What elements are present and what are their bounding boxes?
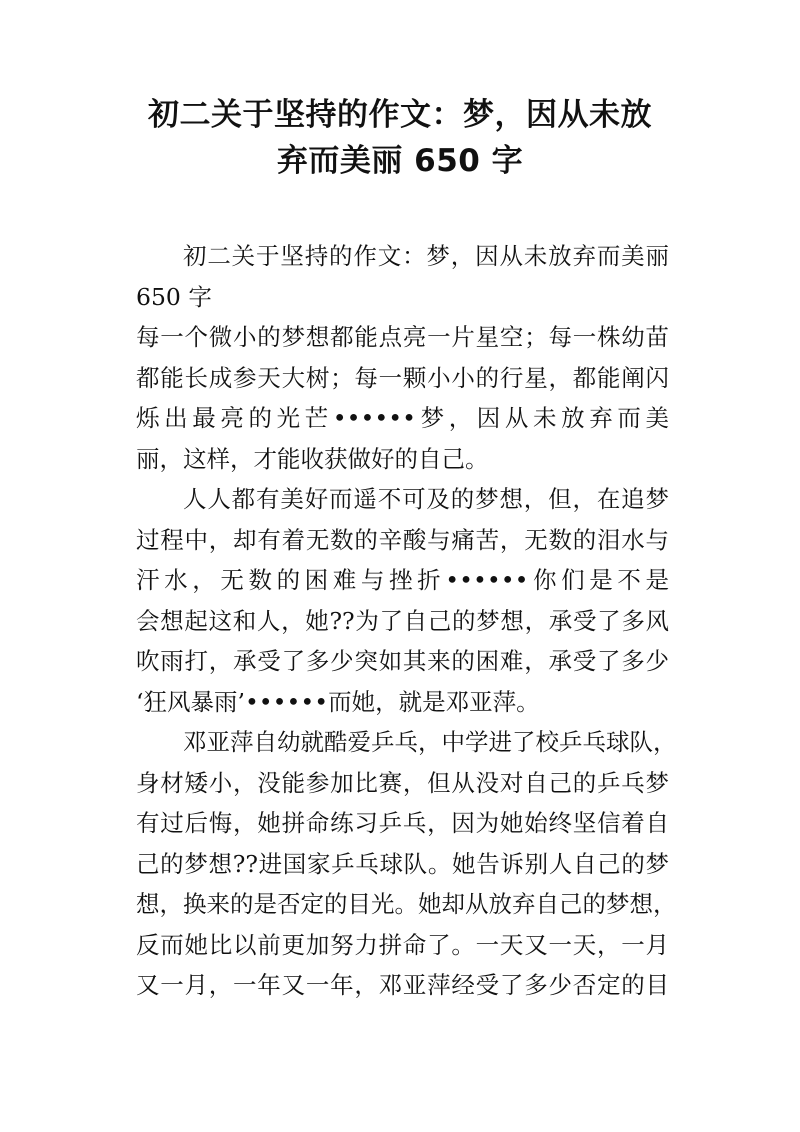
body-line: 吹雨打，承受了多少突如其来的困难，承受了多少 [136, 647, 669, 675]
body-line: 己的梦想??进国家乒乓球队。她告诉别人自己的梦 [136, 849, 669, 878]
body-line: 反而她比以前更加努力拼命了。一天又一天，一月 [136, 930, 669, 959]
body-line: 会想起这和人，她??为了自己的梦想，承受了多风 [136, 606, 669, 635]
title-line-1: 初二关于坚持的作文：梦，因从未放 [148, 97, 652, 133]
body-line: ‘狂风暴雨’••••••而她，就是邓亚萍。 [136, 687, 540, 716]
body-line: 丽，这样，才能收获做好的自己。 [136, 444, 489, 473]
title-line-2: 弃而美丽 650 字 [276, 143, 524, 179]
body-line: 汗水，无数的困难与挫折••••••你们是不是 [136, 566, 669, 594]
body-line: 每一个微小的梦想都能点亮一片星空；每一株幼苗 [136, 323, 669, 351]
body-line: 过程中，却有着无数的辛酸与痛苦，无数的泪水与 [136, 525, 669, 554]
document-title [60, 92, 740, 184]
body-line: 想，换来的是否定的目光。她却从放弃自己的梦想， [136, 890, 677, 918]
body-line: 身材矮小，没能参加比赛，但从没对自己的乒乓梦 [136, 768, 669, 797]
body-line: 邓亚萍自幼就酷爱乒乓，中学进了校乒乓球队， [183, 728, 677, 756]
body-line: 初二关于坚持的作文：梦，因从未放弃而美丽 [183, 242, 669, 270]
body-line: 烁出最亮的光芒••••••梦，因从未放弃而美 [136, 404, 669, 432]
body-line: 又一月，一年又一年，邓亚萍经受了多少否定的目 [136, 971, 669, 999]
body-line: 有过后悔，她拼命练习乒乓，因为她始终坚信着自 [136, 809, 669, 837]
body-line: 人人都有美好而遥不可及的梦想，但，在追梦 [183, 485, 669, 513]
document-body [136, 236, 677, 1006]
body-line: 都能长成参天大树；每一颗小小的行星，都能阐闪 [136, 363, 669, 392]
body-line: 650 字 [136, 282, 212, 311]
